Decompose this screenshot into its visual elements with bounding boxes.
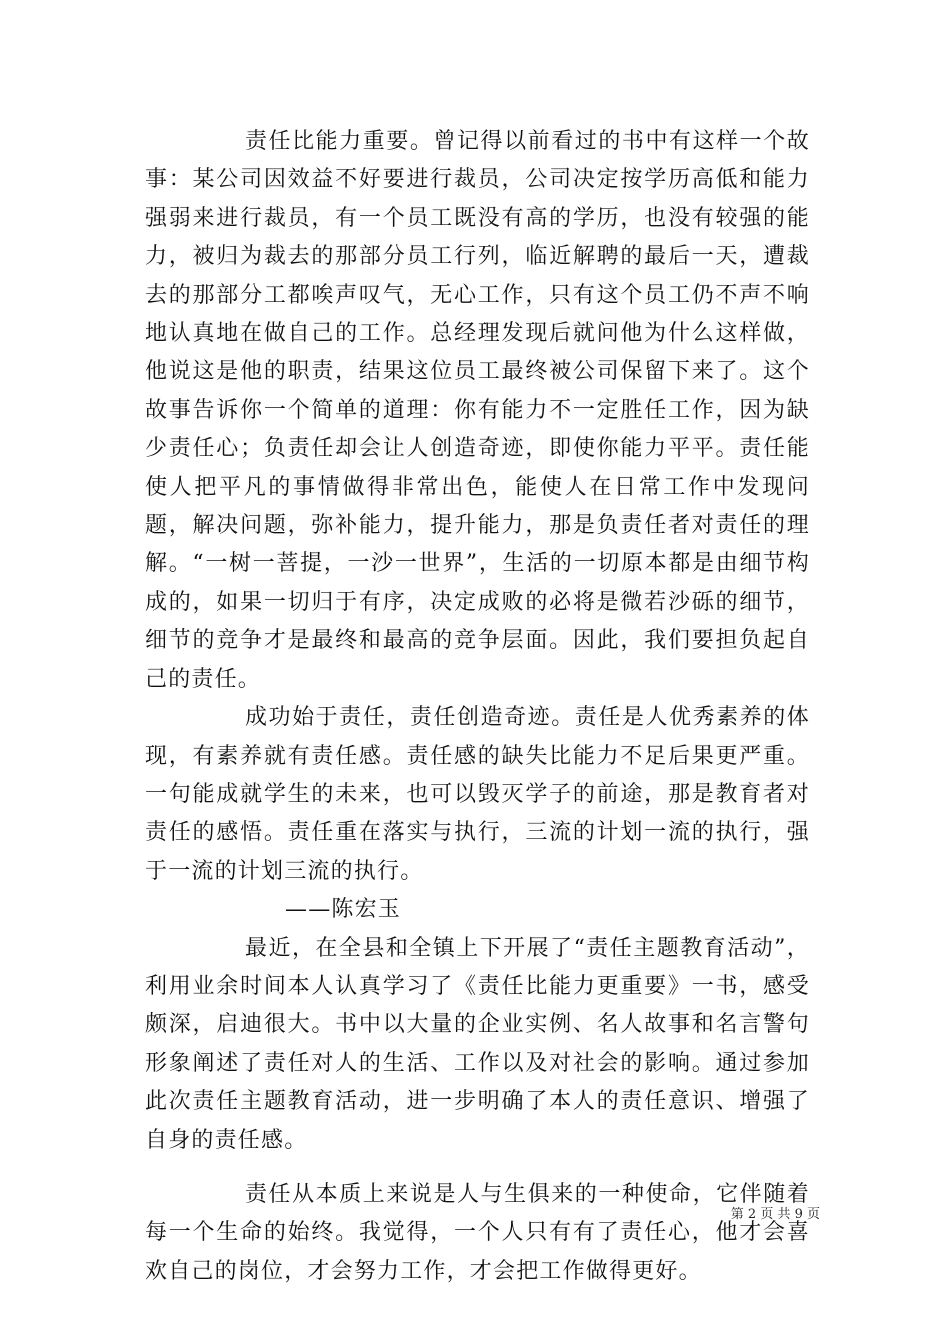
paragraph-responsibility-nature: 责任从本质上来说是人与生俱来的一种使命，它伴随着每一个生命的始终。我觉得，一个人只有有了责任心，他才会喜欢自己的岗位，才会努力工作，才会把工作做得更好。 [145, 1181, 810, 1284]
paragraph-responsibility-over-ability: 责任比能力重要。曾记得以前看过的书中有这样一个故事：某公司因效益不好要进行裁员，公司决定按学历高低和能力强弱来进行裁员，有一个员工既没有高的学历，也没有较强的能力，被归为裁去的那部分员工行列，临近解聘的最后一天，遭裁去的那部分工都唉声叹气，无心工作，只有这个员工仍不声不响地认真地在做自己的工作。总经理发现后就问他为什么这样做，他说这是他的职责，结果这位员工最终被公司保留下来了。这个故事告诉你一个简单的道理：你有能力不一定胜任工作，因为缺少责任心；负责任却会让人创造奇迹，即使你能力平平。责任能使人把平凡的事情做得非常出色，能使人在日常工作中发现问题，解决问题，弥补能力，提升能力，那是负责任者对责任的理解。“一树一菩提，一沙一世界”，生活的一切原本都是由细节构成的，如果一切归于有序，决定成败的必将是微若沙砾的细节，细节的竞争才是最终和最高的竞争层面。因此，我们要担负起自己的责任。 [145, 129, 810, 692]
document-body [145, 123, 810, 1291]
author-signature: ——陈宏玉 [285, 897, 402, 923]
paragraph-education-activity: 最近，在全县和全镇上下开展了“责任主题教育活动”，利用业余时间本人认真学习了《责任比能力更重要》一书，感受颇深，启迪很大。书中以大量的企业实例、名人故事和名言警句形象阐述了责任对人的生活、工作以及对社会的影响。通过参加此次责任主题教育活动，进一步明确了本人的责任意识、增强了自身的责任感。 [145, 935, 810, 1153]
paragraph-success-begins-with-responsibility: 成功始于责任，责任创造奇迹。责任是人优秀素养的体现，有素养就有责任感。责任感的缺失比能力不足后果更严重。一句能成就学生的未来，也可以毁灭学子的前途，那是教育者对责任的感悟。责任重在落实与执行，三流的计划一流的执行，强于一流的计划三流的执行。 [145, 705, 810, 884]
page-number-footer: 第 2 页 共 9 页 [730, 1207, 820, 1222]
